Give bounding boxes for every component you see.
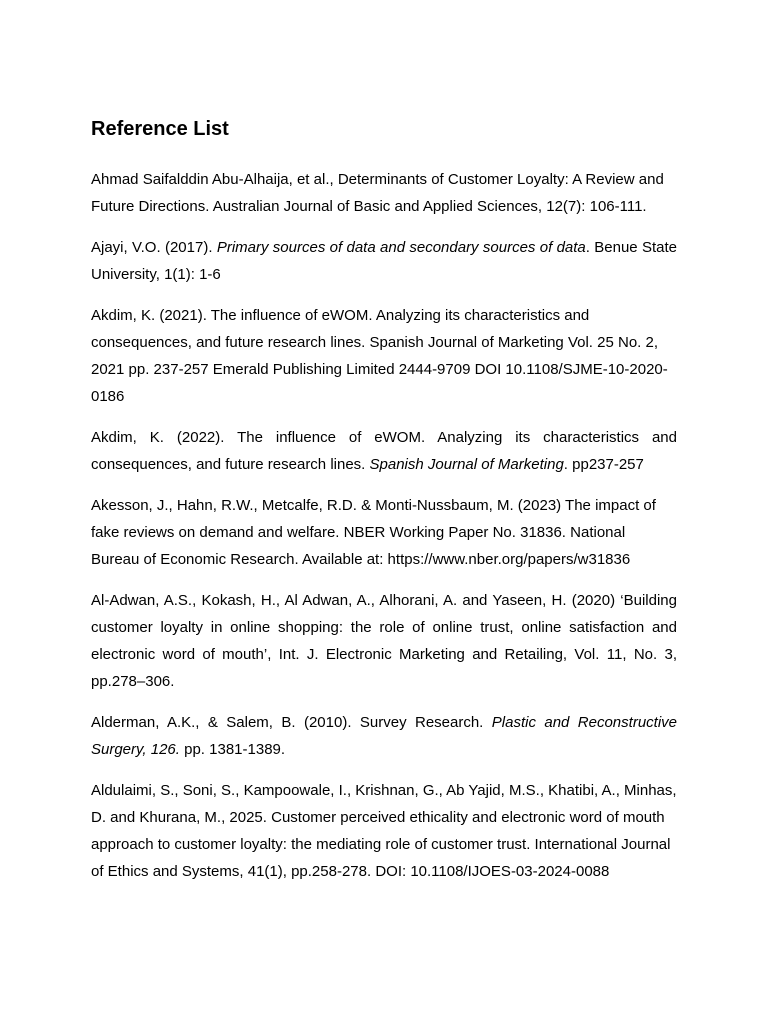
reference-italic-title: Primary sources of data and secondary sources of data bbox=[216, 239, 586, 256]
reference-text: pp. 1381-1389. bbox=[179, 741, 286, 758]
reference-entry-3 bbox=[91, 302, 677, 410]
reference-italic-title: Plastic and Reconstructive Surgery, 126. bbox=[91, 714, 677, 758]
reference-entry-7 bbox=[91, 709, 677, 763]
reference-text: . Benue State University, 1(1): 1-6 bbox=[91, 239, 677, 283]
reference-entry-1 bbox=[91, 166, 677, 220]
reference-entry-6 bbox=[91, 587, 677, 695]
reference-text: Alderman, A.K., & Salem, B. (2010). Survey Research. bbox=[91, 714, 492, 731]
reference-text: Akdim, K. (2022). The influence of eWOM. Analyzing its characteristics and consequences, and future research lines. bbox=[91, 429, 677, 473]
reference-text: Aldulaimi, S., Soni, S., Kampoowale, I., Krishnan, G., Ab Yajid, M.S., Khatibi, A., Minhas, D. and Khurana, M., 2025. Customer perceived ethicality and electronic word of mouth approach to customer loyalty: the mediating role of customer trust. International Journal of Ethics and Systems, 41(1), pp.258-278. DOI: 10.1108/IJOES-03-2024-0088 bbox=[91, 782, 677, 880]
reference-text: Ahmad Saifalddin Abu-Alhaija, et al., Determinants of Customer Loyalty: A Review and Future Directions. Australian Journal of Basic and Applied Sciences, 12(7): 106-111. bbox=[91, 171, 664, 215]
reference-entry-5 bbox=[91, 492, 677, 573]
reference-text: Al-Adwan, A.S., Kokash, H., Al Adwan, A., Alhorani, A. and Yaseen, H. (2020) ‘Building customer loyalty in online shopping: the role of online trust, online satisfaction and electronic word of mouth’, Int. J. Electronic Marketing and Retailing, Vol. 11, No. 3, pp.278–306. bbox=[91, 592, 677, 690]
reference-entry-4 bbox=[91, 424, 677, 478]
page-title: Reference List bbox=[91, 118, 229, 140]
reference-text: Akesson, J., Hahn, R.W., Metcalfe, R.D. & Monti-Nussbaum, M. (2023) The impact of fake reviews on demand and welfare. NBER Working Paper No. 31836. National Bureau of Economic Research. Available at: https://www.nber.org/papers/w31836 bbox=[91, 497, 656, 568]
reference-text: . pp237-257 bbox=[563, 456, 644, 473]
reference-text: Akdim, K. (2021). The influence of eWOM. Analyzing its characteristics and consequences, and future research lines. Spanish Journal of Marketing Vol. 25 No. 2, 2021 pp. 237-257 Emerald Publishing Limited 2444-9709 DOI 10.1108/SJME-10-2020-0186 bbox=[91, 307, 668, 405]
reference-italic-title: Spanish Journal of Marketing bbox=[369, 456, 564, 473]
reference-text: Ajayi, V.O. (2017). bbox=[91, 239, 217, 256]
reference-entry-2 bbox=[91, 234, 677, 288]
reference-entry-8 bbox=[91, 777, 677, 885]
